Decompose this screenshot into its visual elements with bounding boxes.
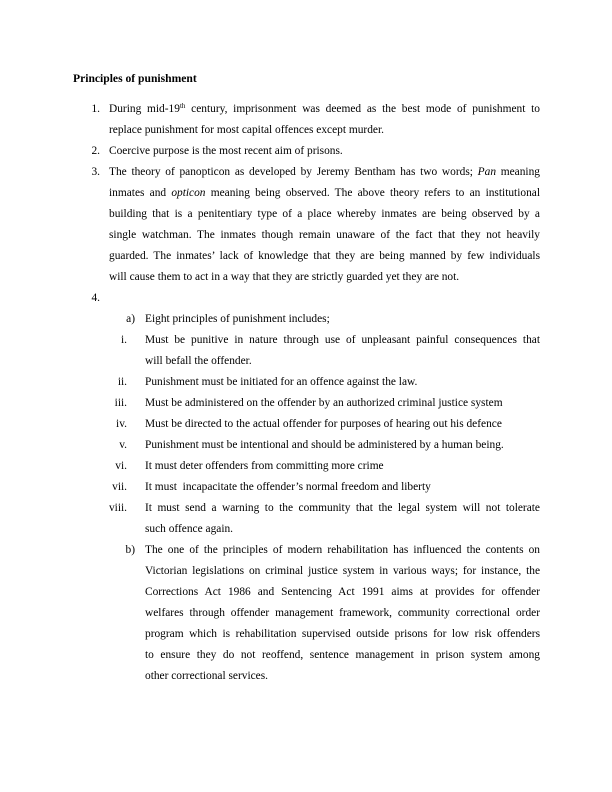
roman-number: iv. — [116, 418, 127, 430]
roman-number: v. — [119, 439, 127, 451]
roman-number: vii. — [112, 481, 127, 493]
text-line: to ensure they do not reoffend, sentence management in prison system among — [145, 649, 540, 661]
text-line: Punishment must be intentional and should be administered by a human being. — [145, 439, 504, 451]
roman-number: viii. — [108, 502, 127, 514]
roman-item-text — [145, 456, 540, 477]
roman-number: iii. — [114, 397, 127, 409]
roman-item-text — [145, 498, 540, 540]
text-line: other correctional services. — [145, 670, 269, 682]
roman-item-text — [145, 435, 540, 456]
text-line: such offence again. — [145, 523, 234, 535]
sub-item-label: a) — [126, 313, 135, 325]
sub-item-label: b) — [125, 544, 135, 556]
list-item-text — [109, 162, 540, 288]
page-title: Principles of punishment — [73, 72, 197, 85]
text-line: will befall the offender. — [145, 355, 252, 367]
text-line: Coercive purpose is the most recent aim of prisons. — [109, 145, 343, 157]
sub-item-text — [145, 540, 540, 687]
text-line: The one of the principles of modern rehabilitation has influenced the contents on — [145, 544, 540, 556]
roman-item-text — [145, 414, 540, 435]
text-line: program which is rehabilitation supervised outside prisons for low risk offenders — [145, 628, 540, 640]
text-line: inmates and opticon meaning being observed. The above theory refers to an institutional — [109, 187, 540, 199]
text-line: guarded. The inmates’ lack of knowledge that they are being manned by few individuals — [109, 250, 540, 262]
list-item-text — [109, 141, 540, 162]
roman-item-text — [145, 393, 540, 414]
sub-item-text — [145, 309, 540, 330]
roman-number: ii. — [117, 376, 127, 388]
text-line: Eight principles of punishment includes; — [145, 313, 330, 325]
list-number: 4. — [91, 292, 100, 304]
list-number: 2. — [91, 145, 100, 157]
roman-number: i. — [120, 334, 127, 346]
text-line: Must be administered on the offender by an authorized criminal justice system — [145, 397, 503, 409]
list-item-text — [109, 99, 540, 141]
text-line: Must be directed to the actual offender for purposes of hearing out his defence — [145, 418, 502, 430]
text-line: It must send a warning to the community that the legal system will not tolerate — [145, 502, 540, 514]
text-line: It must deter offenders from committing more crime — [145, 460, 384, 472]
text-line: replace punishment for most capital offences except murder. — [109, 124, 384, 136]
list-number: 3. — [91, 166, 100, 178]
roman-number: vi. — [115, 460, 127, 472]
list-number: 1. — [91, 103, 100, 115]
roman-item-text — [145, 330, 540, 372]
text-line: building that is a penitentiary type of a place whereby inmates are being observed by a — [109, 208, 540, 220]
text-line: The theory of panopticon as developed by Jeremy Bentham has two words; Pan meaning — [109, 166, 540, 178]
text-line: Corrections Act 1986 and Sentencing Act 1991 aims at provides for offender — [145, 586, 540, 598]
text-line: Punishment must be initiated for an offence against the law. — [145, 376, 418, 388]
roman-item-text — [145, 477, 540, 498]
roman-item-text — [145, 372, 540, 393]
text-line: During mid-19th century, imprisonment was deemed as the best mode of punishment to — [109, 102, 540, 115]
text-line: It must incapacitate the offender’s normal freedom and liberty — [145, 481, 431, 493]
text-line: welfares through offender management framework, community correctional order — [145, 607, 540, 619]
text-line: will cause them to act in a way that they are strictly guarded yet they are not. — [109, 271, 460, 283]
text-line: single watchman. The inmates though remain unaware of the fact that they not heavily — [109, 229, 540, 241]
text-line: Must be punitive in nature through use of unpleasant painful consequences that — [145, 334, 540, 346]
text-line: Victorian legislations on criminal justice system in various ways; for instance, the — [145, 565, 540, 577]
